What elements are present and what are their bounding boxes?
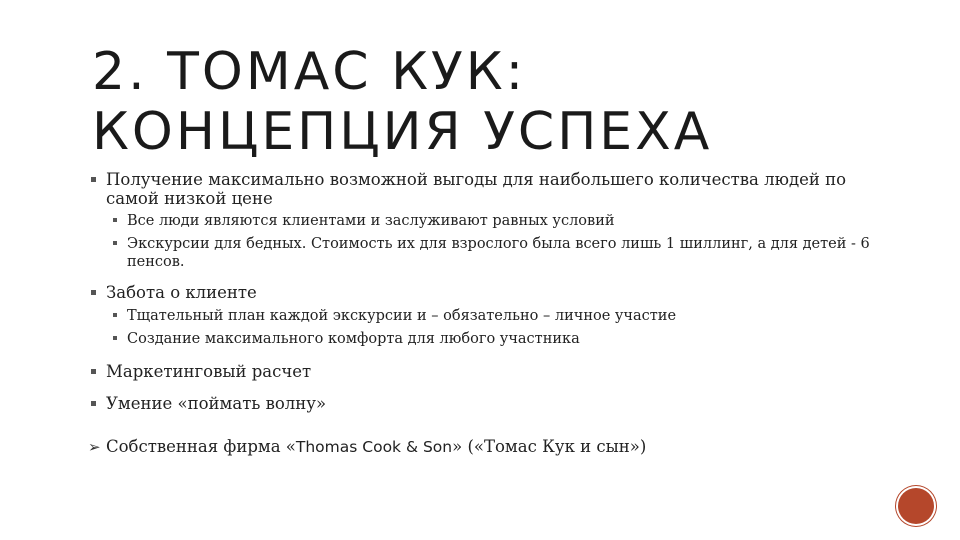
slide-title-line-1: 2. ТОМАС КУК:: [92, 42, 527, 102]
square-bullet-icon: [113, 336, 117, 340]
sub-bullet-text: Создание максимального комфорта для любого участника: [127, 331, 580, 347]
square-bullet-icon: [91, 177, 96, 182]
bullet-item: [90, 394, 870, 413]
sub-bullet-item: [90, 330, 870, 348]
bullet-item: [90, 283, 870, 302]
slide-content: [90, 170, 870, 457]
sub-bullet-item: [90, 307, 870, 325]
square-bullet-icon: [91, 290, 96, 295]
sub-bullet-item: [90, 235, 870, 271]
sub-bullet-item: [90, 212, 870, 230]
arrow-text-suffix: » («Томас Кук и сын»): [452, 437, 647, 456]
bullet-item: [90, 170, 870, 208]
arrow-bullet-icon: ➢: [88, 438, 101, 456]
bullet-text: Умение «поймать волну»: [106, 394, 327, 413]
arrow-bullet-item: [90, 437, 870, 457]
bullet-item: [90, 362, 870, 381]
bullet-text: Забота о клиенте: [106, 283, 257, 302]
sub-bullet-text: Тщательный план каждой экскурсии и – обязательно – личное участие: [127, 308, 677, 324]
bullet-text: Получение максимально возможной выгоды для наибольшего количества людей по самой низкой цене: [106, 170, 847, 208]
square-bullet-icon: [91, 369, 96, 374]
decorative-circle: [898, 488, 934, 524]
slide-title-line-2: КОНЦЕПЦИЯ УСПЕХА: [92, 102, 713, 162]
square-bullet-icon: [91, 401, 96, 406]
company-name: Thomas Cook & Son: [295, 438, 453, 456]
bullet-text: Маркетинговый расчет: [106, 362, 312, 381]
square-bullet-icon: [113, 218, 117, 222]
arrow-text-prefix: Собственная фирма «: [106, 437, 296, 456]
slide-title: [92, 42, 852, 162]
sub-bullet-text: Экскурсии для бедных. Стоимость их для взрослого была всего лишь 1 шиллинг, а для детей - 6 пенсов.: [127, 236, 870, 270]
square-bullet-icon: [113, 313, 117, 317]
square-bullet-icon: [113, 241, 117, 245]
sub-bullet-text: Все люди являются клиентами и заслуживают равных условий: [127, 213, 615, 229]
